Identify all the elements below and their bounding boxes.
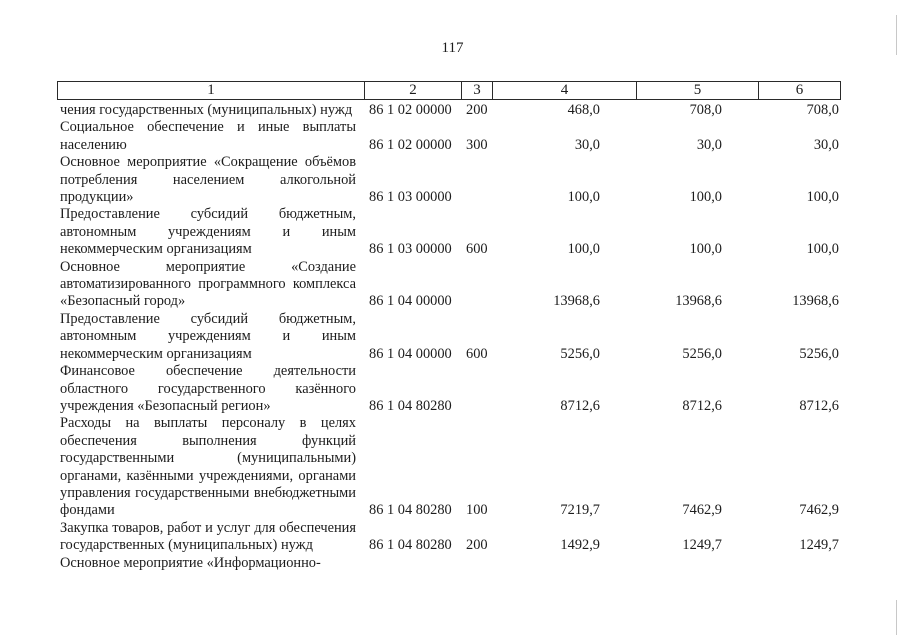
row-value-col5: 13968,6 xyxy=(675,293,722,310)
header-col-1: 1 xyxy=(58,82,365,100)
page-edge-mark xyxy=(896,600,897,635)
row-value-col5: 8712,6 xyxy=(682,397,722,414)
row-description: Предоставление субсидий бюджетным, автономным учреждениям и иным некоммерческим организациям xyxy=(60,206,356,258)
row-description: Предоставление субсидий бюджетным, автономным учреждениям и иным некоммерческим организациям xyxy=(60,310,356,362)
row-value-col6: 5256,0 xyxy=(799,345,839,362)
row-value-col6: 13968,6 xyxy=(792,293,839,310)
row-classification-code: 86 1 03 00000 xyxy=(369,189,452,206)
row-value-col4: 468,0 xyxy=(567,102,600,118)
row-value-col4: 100,0 xyxy=(567,189,600,206)
row-value-col5: 100,0 xyxy=(689,189,722,206)
row-description: чения государственных (муниципальных) нужд xyxy=(60,102,353,118)
table-row xyxy=(60,555,840,572)
row-value-col5: 1249,7 xyxy=(682,537,722,554)
table-row xyxy=(60,259,840,311)
page-number: 117 xyxy=(441,40,464,56)
table-row xyxy=(60,311,840,363)
header-col-3: 3 xyxy=(462,82,493,100)
row-classification-code: 86 1 04 80280 xyxy=(369,502,452,519)
row-value-col4: 7219,7 xyxy=(560,502,600,519)
row-value-col4: 1492,9 xyxy=(560,537,600,554)
table-row xyxy=(60,102,840,119)
row-expense-type: 100 xyxy=(466,502,488,519)
row-classification-code: 86 1 04 00000 xyxy=(369,293,452,310)
row-value-col5: 30,0 xyxy=(696,136,722,153)
header-col-5: 5 xyxy=(637,82,759,100)
row-value-col4: 8712,6 xyxy=(560,397,600,414)
row-value-col5: 708,0 xyxy=(689,102,722,118)
row-classification-code: 86 1 04 80280 xyxy=(369,537,452,554)
row-value-col4: 13968,6 xyxy=(553,293,600,310)
row-description: Основное мероприятие «Информационно- xyxy=(60,554,321,571)
header-col-6: 6 xyxy=(759,82,841,100)
row-classification-code: 86 1 02 00000 xyxy=(369,102,452,118)
header-col-2: 2 xyxy=(365,82,462,100)
table-row xyxy=(60,119,840,154)
row-classification-code: 86 1 04 00000 xyxy=(369,345,452,362)
row-description: Основное мероприятие «Создание автоматизированного программного комплекса «Безопасный город» xyxy=(60,258,356,310)
header-row xyxy=(58,82,841,100)
row-value-col6: 708,0 xyxy=(806,102,839,118)
row-value-col4: 5256,0 xyxy=(560,345,600,362)
row-value-col6: 100,0 xyxy=(806,189,839,206)
row-description: Финансовое обеспечение деятельности областного государственного казённого учреждения «Безопасный регион» xyxy=(60,363,356,414)
table-row xyxy=(60,520,840,555)
table-row xyxy=(60,415,840,519)
row-value-col4: 100,0 xyxy=(567,241,600,258)
table-body xyxy=(60,102,840,572)
row-classification-code: 86 1 04 80280 xyxy=(369,397,452,414)
row-expense-type: 300 xyxy=(466,136,488,153)
table-row xyxy=(60,154,840,206)
row-value-col6: 8712,6 xyxy=(799,397,839,414)
row-value-col6: 30,0 xyxy=(813,136,839,153)
row-expense-type: 600 xyxy=(466,241,488,258)
row-value-col5: 7462,9 xyxy=(682,502,722,519)
row-expense-type: 200 xyxy=(466,102,488,118)
header-col-4: 4 xyxy=(493,82,637,100)
table-row xyxy=(60,363,840,415)
row-expense-type: 200 xyxy=(466,537,488,554)
page-edge-mark xyxy=(896,15,897,55)
table-row xyxy=(60,206,840,258)
row-expense-type: 600 xyxy=(466,345,488,362)
row-description: Социальное обеспечение и иные выплаты населению xyxy=(60,119,356,153)
row-value-col6: 7462,9 xyxy=(799,502,839,519)
row-description: Основное мероприятие «Сокращение объёмов потребления населением алкогольной продукции» xyxy=(60,154,356,206)
row-value-col4: 30,0 xyxy=(574,136,600,153)
row-classification-code: 86 1 03 00000 xyxy=(369,241,452,258)
row-description: Закупка товаров, работ и услуг для обеспечения государственных (муниципальных) нужд xyxy=(60,519,356,554)
row-value-col5: 5256,0 xyxy=(682,345,722,362)
row-value-col5: 100,0 xyxy=(689,241,722,258)
row-description: Расходы на выплаты персоналу в целях обеспечения выполнения функций государственными (муниципальными) органами, казёнными учреждениями, органами управления государственными внебюджетными фондами xyxy=(60,415,356,519)
table-header xyxy=(57,81,841,100)
row-value-col6: 1249,7 xyxy=(799,537,839,554)
row-value-col6: 100,0 xyxy=(806,241,839,258)
row-classification-code: 86 1 02 00000 xyxy=(369,136,452,153)
